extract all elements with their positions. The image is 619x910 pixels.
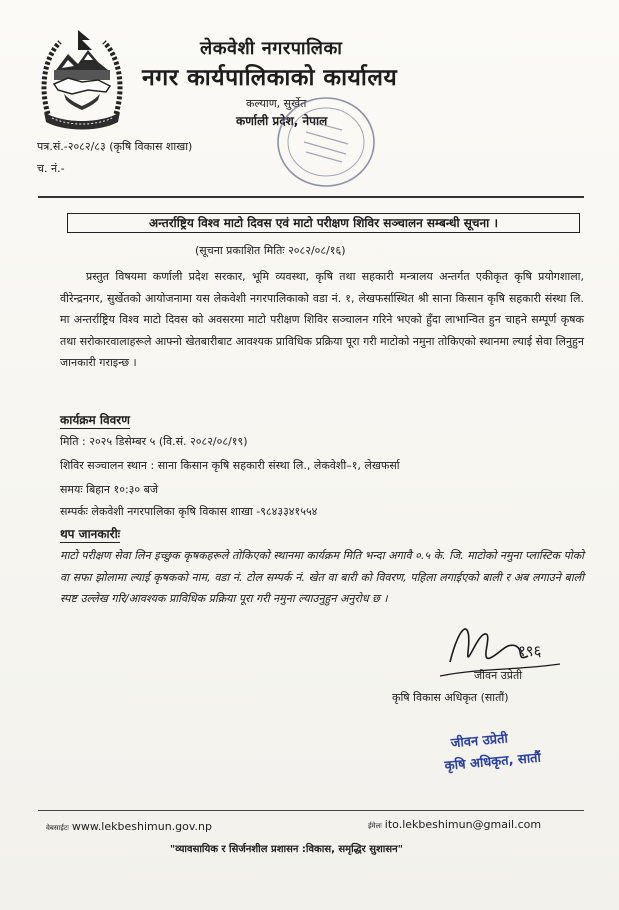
stamp-officer-name: जीवन उप्रेती — [450, 731, 509, 752]
notice-body-text: प्रस्तुत विषयमा कर्णाली प्रदेश सरकार, भूमि व्यवस्था, कृषि तथा सहकारी मन्त्रालय अन्तर्गत एकीकृत कृषि प्रयोगशाला, वीरेन्द्रनगर, सुर्खेतको आयोजनामा यस लेकवेशी नगरपालिकाको वडा नं. १, लेखफर्सास्थित श्री साना किसान कृषि सहकारी संस्था लि. मा अन्तर्राष्ट्रिय विश्व माटो दिवस को अवसरमा माटो परीक्षण शिविर सञ्चालन गरिने भएको हुँदा लाभान्वित हुन चाहने सम्पूर्ण कृषक तथा सरोकारवालाहरूले आफ्नो खेतबारीबाट आवश्यक प्राविधिक प्रक्रिया पूरा गरी माटोको नमुना तोकिएको स्थानमा ल्याई सेवा लिनुहुन जानकारी गराइन्छ । — [60, 270, 584, 369]
website-link[interactable]: www.lekbeshimun.gov.np — [71, 820, 212, 833]
website-label: वेबसाईटः — [46, 824, 69, 832]
office-address: कल्याण, सुर्खेत — [246, 97, 307, 110]
municipality-name: लेकवेशी नगरपालिका — [200, 38, 343, 59]
footer-divider — [38, 810, 584, 811]
header-divider — [38, 196, 584, 198]
signer-title: कृषि विकास अधिकृत (सातौं) — [392, 691, 509, 704]
program-venue: शिविर सञ्चालन स्थान : साना किसान कृषि सहकारी संस्था लि., लेकवेशी–१, लेखफर्सा — [60, 459, 400, 472]
additional-info-text: माटो परीक्षण सेवा लिन इच्छुक कृषकहरूले तोकिएको स्थानमा कार्यक्रम मिति भन्दा अगावै ०.५ के. जि. माटोको नमुना प्लास्टिक पोको वा सफा झोलामा ल्याई कृषकको नाम, वडा नं. टोल सम्पर्क नं. खेत वा बारी को विवरण, पहिला लगाईएको बाली र अब लगाउने बाली स्पष्ट उल्लेख गरि/आवश्यक प्राविधिक प्रक्रिया पूरा गरी नमुना ल्याउनुहुन अनुरोध छ । — [60, 549, 584, 605]
nepal-emblem-icon — [38, 28, 126, 132]
footer-website — [46, 820, 212, 833]
signature-date: १९६ — [518, 642, 542, 660]
office-seal-stamp — [262, 92, 380, 198]
email-link[interactable]: ito.lekbeshimun@gmail.com — [384, 818, 542, 831]
office-name: नगर कार्यपालिकाको कार्यालय — [142, 65, 398, 91]
letter-reference-number: पत्र.सं.-२०८२/८३ (कृषि विकास शाखा) — [37, 140, 193, 153]
published-date: (सूचना प्रकाशित मितिः २०८२/०८/१६) — [195, 244, 346, 257]
footer-email — [368, 818, 541, 831]
stamp-officer-title: कृषि अधिकृत, सातौं — [444, 750, 542, 774]
additional-info-heading: थप जानकारीः — [60, 527, 121, 541]
program-contact: सम्पर्कः लेकवेशी नगरपालिका कृषि विकास शाखा -९८४३३४१५५४ — [60, 505, 318, 518]
program-time: समयः बिहान १०:३० बजे — [60, 483, 159, 496]
signer-name: जीवन उप्रेती — [474, 669, 523, 682]
dispatch-number: च. नं.- — [37, 162, 65, 175]
notice-body — [60, 266, 584, 374]
officer-name-stamp — [435, 716, 590, 795]
province-name: कर्णाली प्रदेश, नेपाल — [236, 114, 328, 128]
footer-motto: "व्यावसायिक र सिर्जनशील प्रशासन :विकास, समृद्धिर सुशासन" — [170, 844, 403, 855]
program-details-heading: कार्यक्रम विवरण — [60, 413, 130, 427]
email-label: ईमेलः — [368, 822, 382, 830]
program-date: मिति : २०२५ डिसेम्बर ५ (वि.सं. २०८२/०८/१९) — [60, 435, 248, 448]
notice-title: अन्तर्राष्ट्रिय विश्व माटो दिवस एवं माटो परीक्षण शिविर सञ्चालन सम्बन्धी सूचना । — [67, 213, 580, 233]
